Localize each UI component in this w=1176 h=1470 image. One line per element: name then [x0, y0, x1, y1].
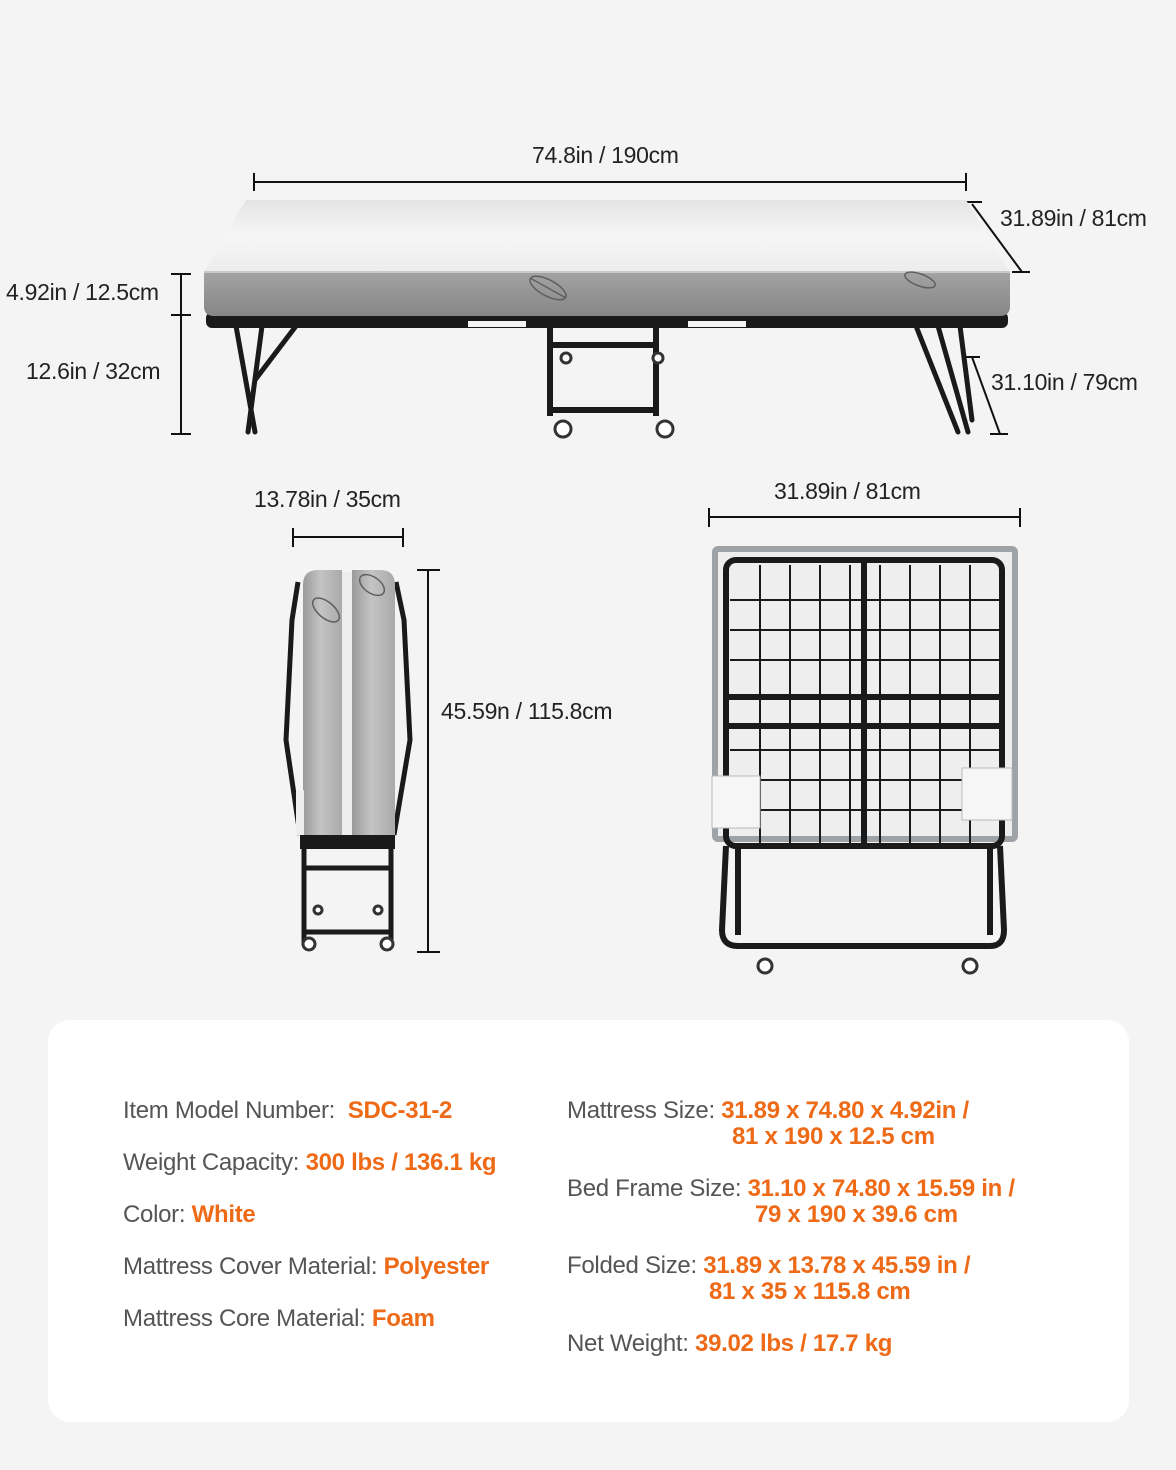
- spec-net-weight: [567, 1330, 892, 1358]
- width-label: 31.89in / 81cm: [1000, 205, 1147, 231]
- spec-mattress-size-metric: 81 x 190 x 12.5 cm: [732, 1123, 935, 1150]
- unfolded-bed: [204, 200, 1010, 437]
- spec-color: [123, 1201, 255, 1229]
- spec-value: 31.10 x 74.80 x 15.59 in /: [747, 1175, 1015, 1202]
- spec-label: Bed Frame Size:: [567, 1175, 742, 1202]
- spec-bed-frame-size-metric: 79 x 190 x 39.6 cm: [755, 1201, 958, 1228]
- spec-model-number: [123, 1097, 452, 1125]
- spec-label: Item Model Number:: [123, 1097, 336, 1124]
- spec-label: Net Weight:: [567, 1330, 689, 1357]
- mattress-thickness-label: 4.92in / 12.5cm: [6, 279, 159, 305]
- folded-depth-label: 13.78in / 35cm: [254, 486, 401, 512]
- spec-bed-frame-size: [567, 1175, 1015, 1203]
- spec-weight-capacity: [123, 1149, 496, 1177]
- spec-folded-size-metric: 81 x 35 x 115.8 cm: [709, 1278, 911, 1305]
- spec-label: Weight Capacity:: [123, 1149, 300, 1176]
- spec-label: Mattress Size:: [567, 1097, 715, 1124]
- spec-folded-size: [567, 1252, 970, 1280]
- spec-value: Foam: [371, 1305, 435, 1332]
- spec-core-material: [123, 1305, 435, 1333]
- spec-value: Polyester: [383, 1253, 489, 1280]
- folded-side-view: [286, 570, 410, 950]
- spec-label: Color:: [123, 1201, 186, 1228]
- folded-height-label: 45.59n / 115.8cm: [441, 698, 613, 724]
- frame-height-label: 12.6in / 32cm: [26, 358, 161, 384]
- spec-cover-material: [123, 1253, 489, 1281]
- spec-value: SDC-31-2: [347, 1097, 453, 1124]
- spec-value: White: [191, 1201, 256, 1228]
- folded-width-label: 31.89in / 81cm: [774, 478, 921, 504]
- spec-mattress-size: [567, 1097, 969, 1125]
- spec-value: 31.89 x 13.78 x 45.59 in /: [703, 1252, 971, 1279]
- folded-front-view: [712, 546, 1018, 973]
- length-label: 74.8in / 190cm: [532, 142, 679, 168]
- spec-value: 39.02 lbs / 17.7 kg: [695, 1330, 893, 1357]
- spec-label: Folded Size:: [567, 1252, 697, 1279]
- spec-value: 300 lbs / 136.1 kg: [305, 1149, 497, 1176]
- spec-value: 31.89 x 74.80 x 4.92in /: [721, 1097, 969, 1124]
- spec-label: Mattress Core Material:: [123, 1305, 366, 1332]
- spec-label: Mattress Cover Material:: [123, 1253, 378, 1280]
- frame-width-label: 31.10in / 79cm: [991, 369, 1138, 395]
